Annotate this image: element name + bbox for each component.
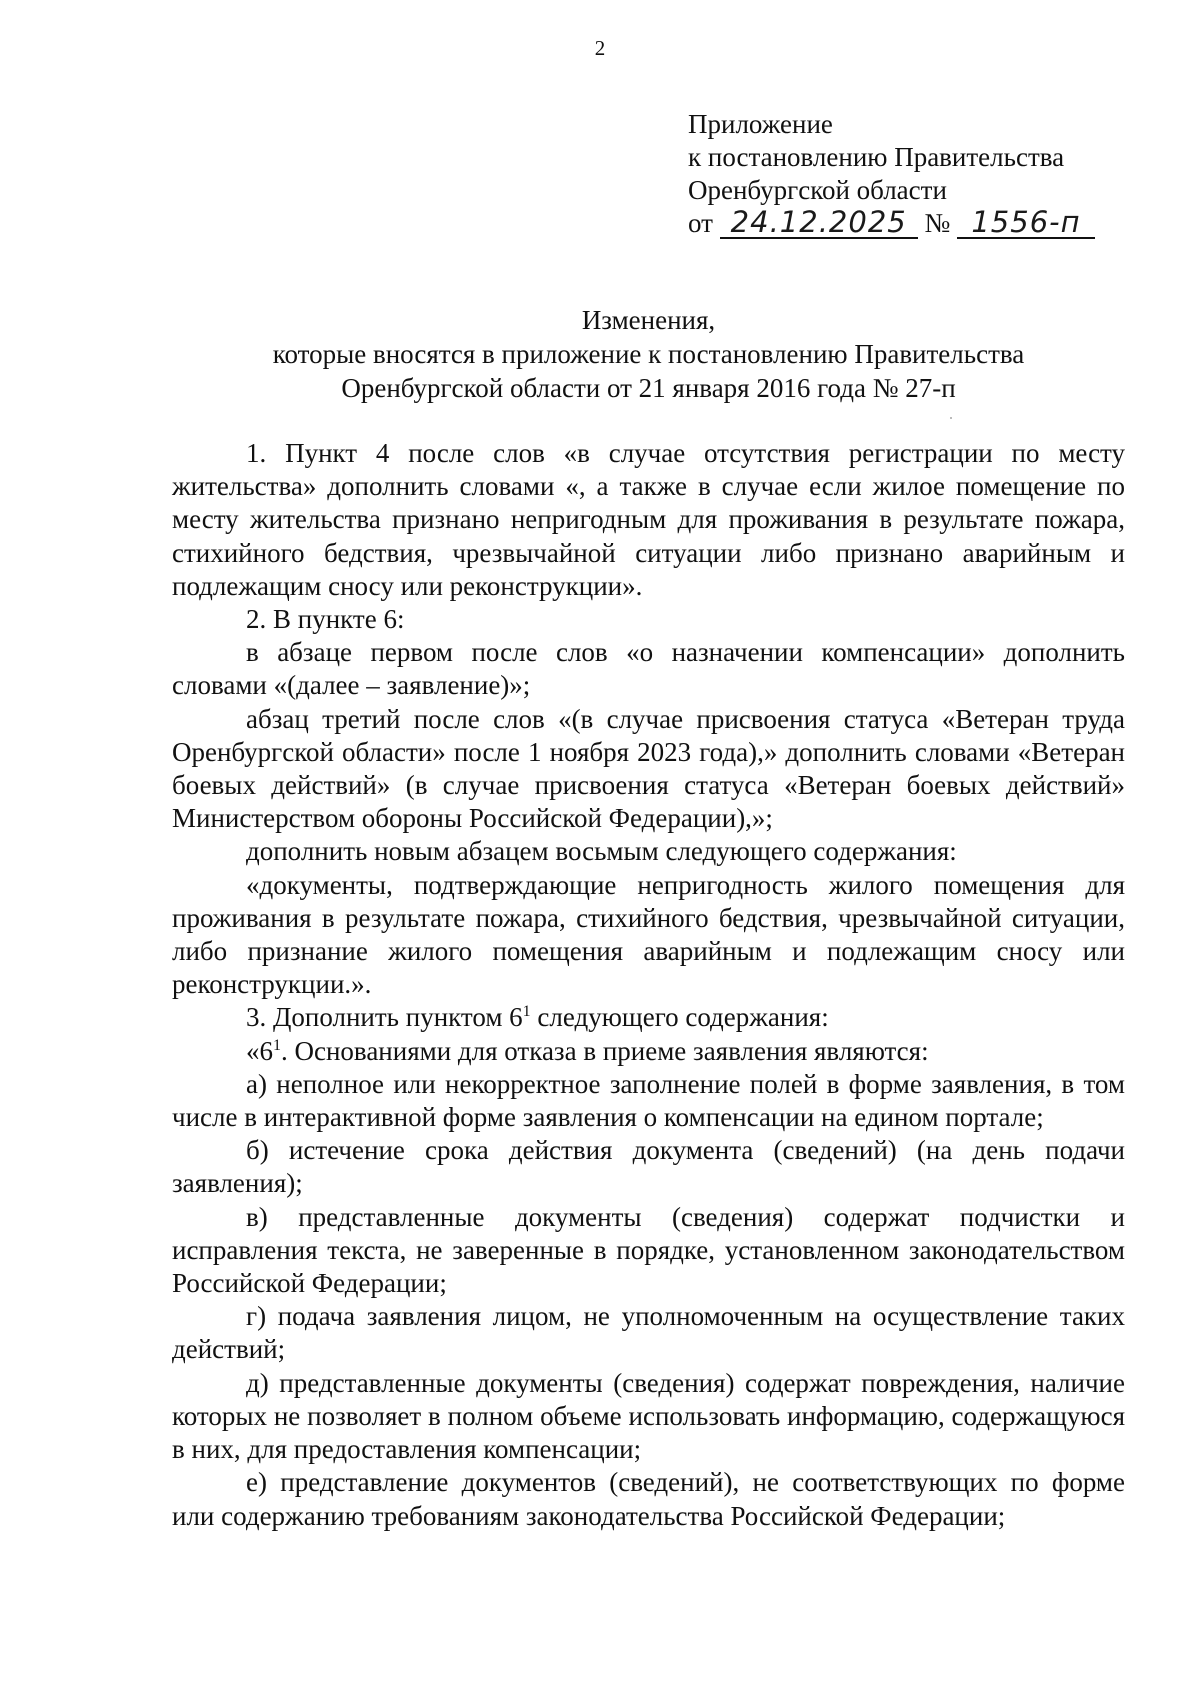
- appendix-title: Приложение: [688, 109, 833, 139]
- paragraph-item-6-1-superscript: 1: [273, 1036, 281, 1054]
- document-subtitle-line2: Оренбургской области от 21 января 2016 года № 27-п: [341, 373, 956, 403]
- paragraph-item-2: 2. В пункте 6:: [246, 604, 405, 635]
- number-label: №: [924, 208, 951, 238]
- paragraph-subitem-d: д) представленные документы (сведения) содержат повреждения, наличие которых не позволяет в полном объеме использовать информацию, содержащуюся в них, для предоставления компенсации;: [172, 1367, 1125, 1465]
- from-label: от: [688, 208, 713, 238]
- page-number: 2: [594, 36, 606, 60]
- paragraph-item-3: [172, 1001, 1125, 1034]
- paragraph-subitem-e: е) представление документов (сведений), не соответствующих по форме или содержанию требованиям законодательства Российской Федерации;: [172, 1467, 1125, 1531]
- paragraph-item-6-1-text-after: . Основаниями для отказа в приеме заявления являются:: [281, 1035, 929, 1066]
- paragraph-item-6-1-text-before: «6: [246, 1035, 273, 1066]
- paragraph-item-3-text-before: 3. Дополнить пунктом 6: [246, 1002, 523, 1033]
- document-body: [172, 437, 1125, 1533]
- paragraph-item-2-d: «документы, подтверждающие непригодность жилого помещения для проживания в результате пожара, стихийного бедствия, чрезвычайной ситуации, либо признание жилого помещения аварийным и подлежащим сносу или реконструкции.».: [172, 869, 1125, 1000]
- paragraph-item-2-c: дополнить новым абзацем восьмым следующего содержания:: [246, 836, 957, 867]
- paragraph-subitem-v: в) представленные документы (сведения) содержат подчистки и исправления текста, не заверенные в порядке, установленном законодательством Российской Федерации;: [172, 1201, 1125, 1299]
- appendix-region: Оренбургской области: [688, 175, 947, 205]
- appendix-date-number-line: [688, 207, 1158, 240]
- paragraph-item-6-1: [172, 1035, 1125, 1068]
- document-subtitle-line1: которые вносятся в приложение к постановлению Правительства: [272, 339, 1025, 369]
- appendix-reference: к постановлению Правительства: [688, 142, 1065, 172]
- paragraph-subitem-b: б) истечение срока действия документа (сведений) (на день подачи заявления);: [172, 1135, 1125, 1199]
- handwritten-number: 1556-п: [957, 207, 1095, 239]
- paragraph-item-3-text-after: следующего содержания:: [530, 1002, 829, 1033]
- handwritten-date: 24.12.2025: [720, 207, 918, 239]
- paragraph-item-2-a: в абзаце первом после слов «о назначении компенсации» дополнить словами «(далее – заявление)»;: [172, 637, 1125, 701]
- paragraph-subitem-a: а) неполное или некорректное заполнение полей в форме заявления, в том числе в интерактивной форме заявления о компенсации на едином портале;: [172, 1068, 1125, 1133]
- paragraph-subitem-g: г) подача заявления лицом, не уполномоченным на осуществление таких действий;: [172, 1301, 1125, 1365]
- scan-speck: [950, 417, 952, 419]
- appendix-block: [688, 108, 1158, 240]
- paragraph-item-1: 1. Пункт 4 после слов «в случае отсутствия регистрации по месту жительства» дополнить словами «, а также в случае если жилое помещение по месту жительства признано непригодным для проживания в результате пожара, стихийного бедствия, чрезвычайной ситуации либо признано аварийным и подлежащим сносу или реконструкции».: [172, 438, 1125, 601]
- document-heading: Изменения,: [581, 305, 716, 335]
- document-title-block: [172, 303, 1125, 405]
- paragraph-item-3-superscript: 1: [522, 1003, 531, 1021]
- paragraph-item-2-b: абзац третий после слов «(в случае присвоения статуса «Ветеран труда Оренбургской области» после 1 ноября 2023 года),» дополнить словами «Ветеран боевых действий» (в случае присвоения статуса «Ветеран боевых действий» Министерством обороны Российской Федерации),»;: [172, 703, 1125, 834]
